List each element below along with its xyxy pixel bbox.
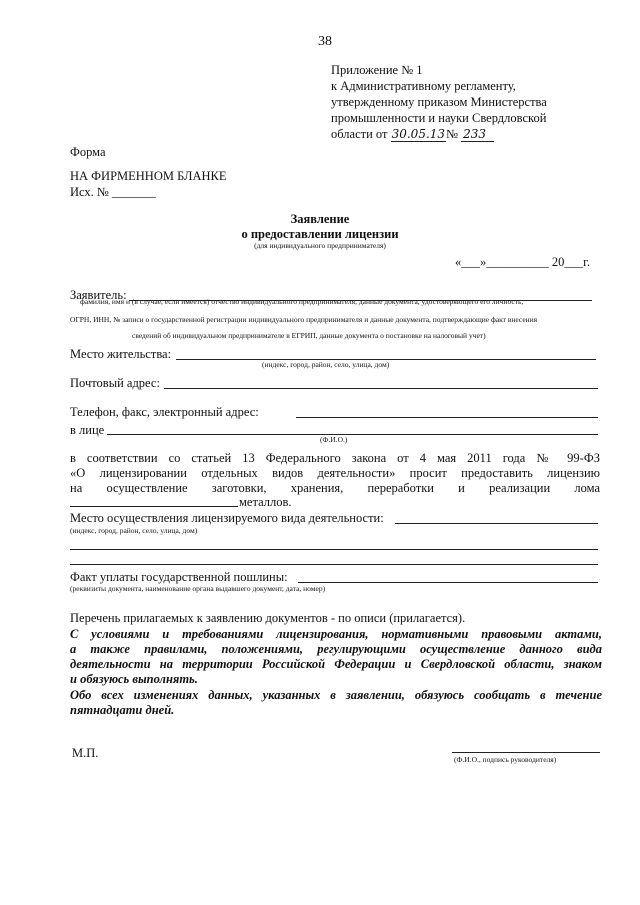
applicant-label: Заявитель: xyxy=(70,288,127,302)
applicant-hint: ОГРН, ИНН, № записи о государственной регистрации индивидуального предпринимателя и данные документа, подтверждающие факт внесения xyxy=(70,315,538,324)
fee-field[interactable] xyxy=(298,582,598,583)
appendix-date-prefix: области от xyxy=(331,127,388,141)
stamp-placeholder: М.П. xyxy=(72,746,99,760)
conditions-line: и обязуюсь выполнять. xyxy=(70,672,198,686)
appendix-line: Приложение № 1 xyxy=(331,63,423,77)
appendix-line: утвержденному приказом Министерства xyxy=(331,95,547,109)
conditions-line: а также правилами, положениями, регулирующими осуществление данного вида xyxy=(70,642,602,656)
applicant-hint: фамилия, имя и (в случае, если имеется) отчество индивидуального предпринимателя, данные документа, удостоверяющего его личность, xyxy=(80,297,524,306)
handwritten-number: 233 xyxy=(461,127,494,142)
conditions-line: Обо всех изменениях данных, указанных в заявлении, обязуюсь сообщать в течение xyxy=(70,688,602,702)
page-number: 38 xyxy=(318,34,332,49)
person-field[interactable] xyxy=(107,434,598,435)
person-hint: (Ф.И.О.) xyxy=(320,435,348,444)
signature-hint: (Ф.И.О., подпись руководителя) xyxy=(454,755,557,764)
residence-hint: (индекс, город, район, село, улица, дом) xyxy=(262,360,390,369)
appendix-line: к Административному регламенту, xyxy=(331,79,516,93)
date-field[interactable]: «___»__________ 20___г. xyxy=(455,255,590,269)
postal-field[interactable] xyxy=(164,388,598,389)
documents-list-text: Перечень прилагаемых к заявлению документов - по описи (прилагается). xyxy=(70,611,466,625)
paragraph-line: в соответствии со статьей 13 Федерального закона от 4 мая 2011 года № 99-ФЗ xyxy=(70,451,600,465)
appendix-date-line xyxy=(331,127,494,142)
conditions-line: С условиями и требованиями лицензирования, нормативными правовыми актами, xyxy=(70,627,602,641)
number-sign: № xyxy=(446,127,458,141)
outgoing-number: Исх. № _______ xyxy=(70,185,156,199)
paragraph-line-end: металлов. xyxy=(239,495,292,509)
conditions-line: деятельности на территории Российской Федерации и Свердловской области, знаком xyxy=(70,657,602,671)
applicant-hint: сведений об индивидуальном предпринимателе в ЕГРИП, данные документа о постановке на налоговый учет) xyxy=(132,331,486,340)
postal-label: Почтовый адрес: xyxy=(70,376,160,390)
document-subtitle: о предоставлении лицензии xyxy=(241,227,399,241)
form-label: Форма xyxy=(70,145,106,159)
contacts-field[interactable] xyxy=(296,417,598,418)
paragraph-line: «О лицензировании отдельных видов деятельности» просит предоставить лицензию xyxy=(70,466,600,480)
signature-field[interactable] xyxy=(452,752,600,753)
activity-place-field-extra[interactable] xyxy=(70,549,598,550)
residence-label: Место жительства: xyxy=(70,347,172,361)
fee-hint: (реквизиты документа, наименование органа выдавшего документ, дата, номер) xyxy=(70,584,326,593)
person-label: в лице xyxy=(70,423,105,437)
document-title: Заявление xyxy=(290,212,350,226)
activity-place-label: Место осуществления лицензируемого вида деятельности: xyxy=(70,511,384,525)
contacts-label: Телефон, факс, электронный адрес: xyxy=(70,405,259,419)
appendix-line: промышленности и науки Свердловской xyxy=(331,111,547,125)
handwritten-date: 30.05.13 xyxy=(391,127,446,141)
activity-place-field-extra[interactable] xyxy=(70,564,598,565)
fee-label: Факт уплаты государственной пошлины: xyxy=(70,570,288,584)
activity-place-field[interactable] xyxy=(395,523,598,524)
subtitle-note: (для индивидуального предпринимателя) xyxy=(254,241,386,250)
conditions-line: пятнадцати дней. xyxy=(70,703,175,717)
letterhead-note: НА ФИРМЕННОМ БЛАНКЕ xyxy=(70,169,227,183)
metal-type-field[interactable] xyxy=(70,506,238,507)
activity-place-hint: (индекс, город, район, село, улица, дом) xyxy=(70,526,198,535)
paragraph-line: на осуществление заготовки, хранения, переработки и реализации лома xyxy=(70,481,600,495)
